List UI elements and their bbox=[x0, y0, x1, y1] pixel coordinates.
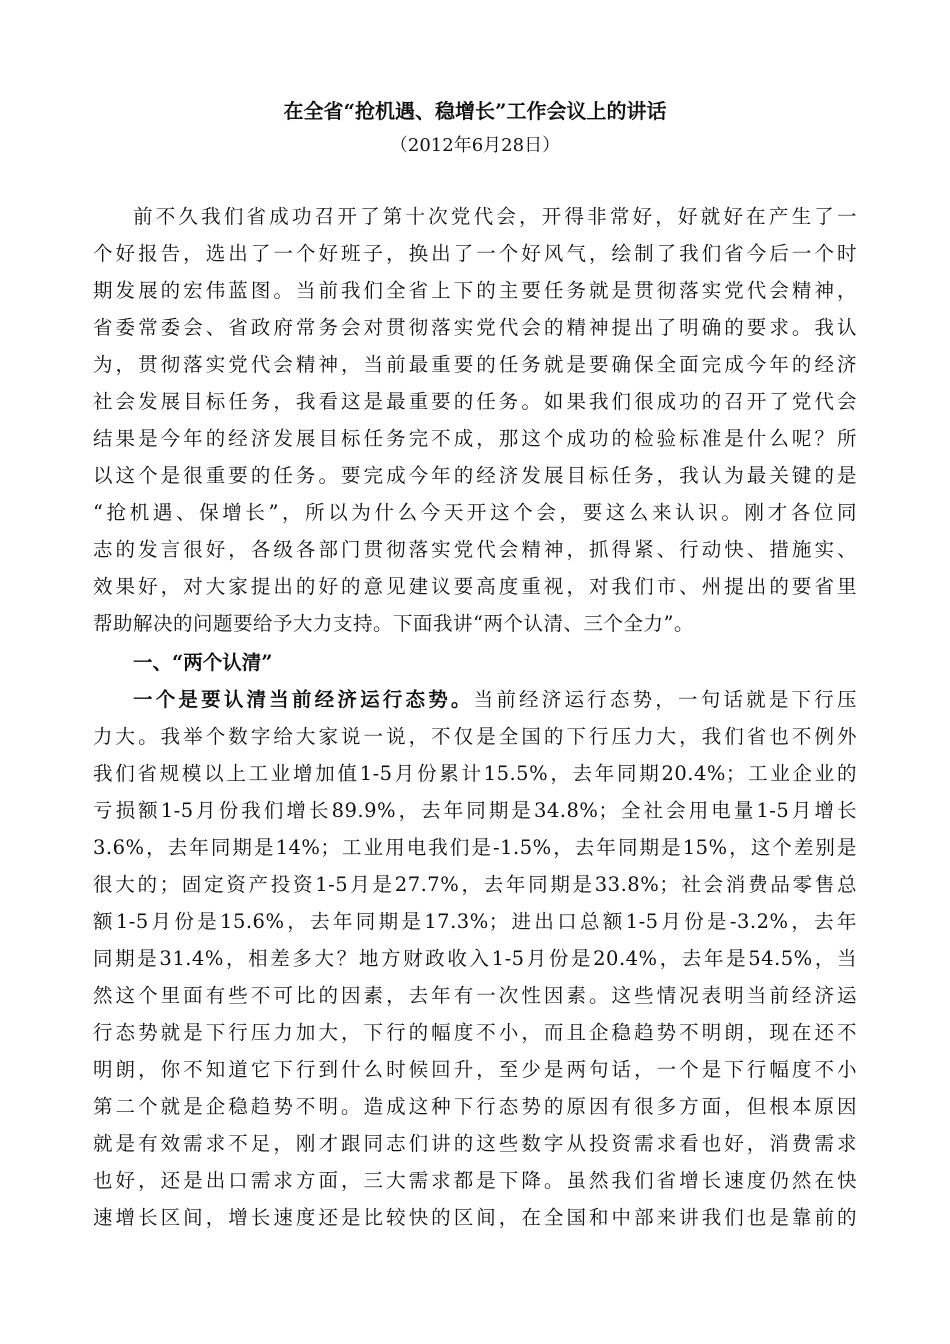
paragraph-2-first-line bbox=[133, 684, 857, 716]
paragraph-1-line: 期发展的宏伟蓝图。当前我们全省上下的主要任务就是贯彻落实党代会精神， bbox=[93, 279, 857, 302]
paragraph-2-line: 就是有效需求不足，刚才跟同志们讲的这些数字从投资需求看也好，消费需求 bbox=[93, 1132, 857, 1155]
paragraph-2-line: 第二个就是企稳趋势不明。造成这种下行态势的原因有很多方面，但根本原因 bbox=[93, 1095, 857, 1118]
paragraph-1-line: “抢机遇、保增长”，所以为什么今天开这个会，要这么来认识。刚才各位同 bbox=[93, 501, 857, 524]
document-date: （2012年6月28日） bbox=[389, 135, 561, 156]
paragraph-1-line: 省委常委会、省政府常务会对贯彻落实党代会的精神提出了明确的要求。我认 bbox=[93, 316, 857, 339]
paragraph-2-line: 也好，还是出口需求方面，三大需求都是下降。虽然我们省增长速度仍然在快 bbox=[93, 1169, 857, 1192]
paragraph-1-line: 结果是今年的经济发展目标任务完不成，那这个成功的检验标准是什么呢？所 bbox=[93, 427, 857, 450]
paragraph-1-line: 帮助解决的问题要给予大力支持。下面我讲“两个认清、三个全力”。 bbox=[93, 612, 694, 635]
paragraph-1-line: 志的发言很好，各级各部门贯彻落实党代会精神，抓得紧、行动快、措施实、 bbox=[93, 538, 857, 561]
paragraph-2-line: 3.6%，去年同期是14%；工业用电我们是-1.5%，去年同期是15%，这个差别是 bbox=[93, 836, 857, 859]
paragraph-1-line: 个好报告，选出了一个好班子，换出了一个好风气，绘制了我们省今后一个时 bbox=[93, 242, 857, 265]
paragraph-2-line: 额1-5月份是15.6%，去年同期是17.3%；进出口总额1-5月份是-3.2%，去年 bbox=[93, 910, 857, 933]
paragraph-1-line: 以这个是很重要的任务。要完成今年的经济发展目标任务，我认为最关键的是 bbox=[93, 464, 857, 487]
paragraph-2-bold-lead: 一个是要认清当前经济运行态势。 bbox=[133, 688, 474, 711]
document-title: 在全省“抢机遇、稳增长”工作会议上的讲话 bbox=[283, 99, 667, 123]
paragraph-2-line: 力大。我举个数字给大家说一说，不仅是全国的下行压力大，我们省也不例外 bbox=[93, 725, 857, 748]
paragraph-2-line: 同期是31.4%，相差多大？地方财政收入1-5月份是20.4%，去年是54.5%，当 bbox=[93, 947, 857, 970]
paragraph-2-line: 速增长区间，增长速度还是比较快的区间，在全国和中部来讲我们也是靠前的 bbox=[93, 1206, 857, 1229]
paragraph-1-line: 为，贯彻落实党代会精神，当前最重要的任务就是要确保全面完成今年的经济 bbox=[93, 353, 857, 376]
section-heading: 一、“两个认清” bbox=[133, 651, 273, 674]
paragraph-2-line: 然这个里面有些不可比的因素，去年有一次性因素。这些情况表明当前经济运 bbox=[93, 984, 857, 1007]
paragraph-2-line: 很大的；固定资产投资1-5月是27.7%，去年同期是33.8%；社会消费品零售总 bbox=[93, 873, 857, 896]
paragraph-2-line: 亏损额1-5月份我们增长89.9%，去年同期是34.8%；全社会用电量1-5月增长 bbox=[93, 799, 857, 822]
paragraph-1-line: 社会发展目标任务，我看这是最重要的任务。如果我们很成功的召开了党代会 bbox=[93, 390, 857, 413]
paragraph-2-line: 我们省规模以上工业增加值1-5月份累计15.5%，去年同期20.4%；工业企业的 bbox=[93, 762, 857, 785]
paragraph-2-line: 明朗，你不知道它下行到什么时候回升，至少是两句话，一个是下行幅度不小 bbox=[93, 1058, 857, 1081]
paragraph-2-first-rest: 当前经济运行态势，一句话就是下行压 bbox=[473, 688, 857, 711]
paragraph-2-line: 行态势就是下行压力加大，下行的幅度不小，而且企稳趋势不明朗，现在还不 bbox=[93, 1021, 857, 1044]
paragraph-1-line: 效果好，对大家提出的好的意见建议要高度重视，对我们市、州提出的要省里 bbox=[93, 575, 857, 598]
paragraph-1-line: 前不久我们省成功召开了第十次党代会，开得非常好，好就好在产生了一 bbox=[133, 205, 857, 228]
